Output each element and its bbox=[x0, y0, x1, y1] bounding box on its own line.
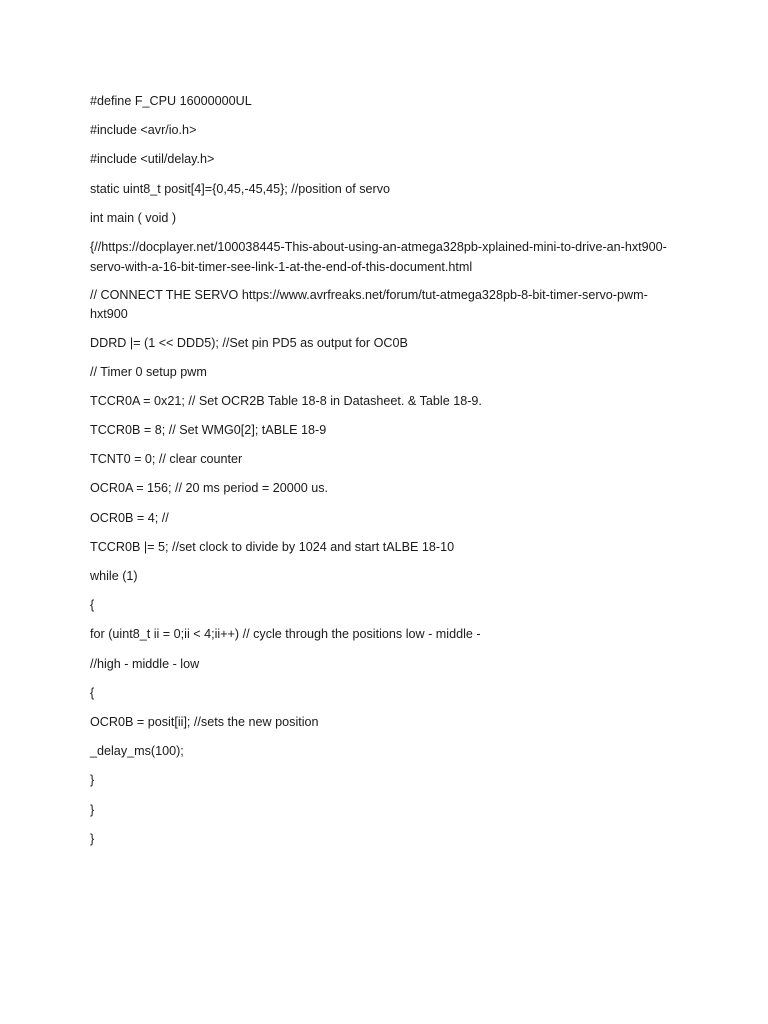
code-line-tccr0b: TCCR0B = 8; // Set WMG0[2]; tABLE 18-9 bbox=[90, 423, 327, 438]
code-line-docplayer-link: {//https://docplayer.net/100038445-This-about-using-an-atmega328pb-xplained-mini-to-drive-an-hxt900-servo-with-a-16-bit-timer-see-link-1-at-the-end-of-this-document.html bbox=[90, 239, 667, 274]
code-line-close-brace: } bbox=[90, 802, 95, 817]
code-line-close-brace: } bbox=[90, 773, 95, 788]
code-line-ocr0b: OCR0B = 4; // bbox=[90, 510, 169, 525]
code-line-delay: _delay_ms(100); bbox=[90, 744, 184, 759]
code-line-ddrd: DDRD |= (1 << DDD5); //Set pin PD5 as output for OC0B bbox=[90, 335, 408, 350]
code-line-open-brace: { bbox=[90, 598, 95, 613]
code-line-high-middle-low: //high - middle - low bbox=[90, 656, 200, 671]
code-line-set-position: OCR0B = posit[ii]; //sets the new position bbox=[90, 714, 319, 729]
code-line-include-io: #include <avr/io.h> bbox=[90, 123, 197, 138]
code-line-for-loop: for (uint8_t ii = 0;ii < 4;ii++) // cycle through the positions low - middle - bbox=[90, 627, 481, 642]
code-line-tccr0a: TCCR0A = 0x21; // Set OCR2B Table 18-8 in Datasheet. & Table 18-9. bbox=[90, 393, 482, 408]
code-line-posit-array: static uint8_t posit[4]={0,45,-45,45}; //position of servo bbox=[90, 181, 390, 196]
code-line-open-brace: { bbox=[90, 685, 95, 700]
code-line-avrfreaks-link: // CONNECT THE SERVO https://www.avrfreaks.net/forum/tut-atmega328pb-8-bit-timer-servo-pwm-hxt900 bbox=[90, 287, 648, 322]
code-listing bbox=[90, 92, 680, 859]
code-line-define: #define F_CPU 16000000UL bbox=[90, 94, 252, 108]
code-line-main: int main ( void ) bbox=[90, 210, 177, 225]
code-line-tccr0b-clock: TCCR0B |= 5; //set clock to divide by 1024 and start tALBE 18-10 bbox=[90, 539, 455, 554]
code-line-tcnt0: TCNT0 = 0; // clear counter bbox=[90, 452, 243, 467]
code-line-ocr0a: OCR0A = 156; // 20 ms period = 20000 us. bbox=[90, 481, 329, 496]
code-line-while: while (1) bbox=[90, 569, 138, 583]
code-line-include-delay: #include <util/delay.h> bbox=[90, 152, 215, 167]
code-line-timer-comment: // Timer 0 setup pwm bbox=[90, 364, 207, 379]
code-line-close-brace: } bbox=[90, 831, 95, 846]
